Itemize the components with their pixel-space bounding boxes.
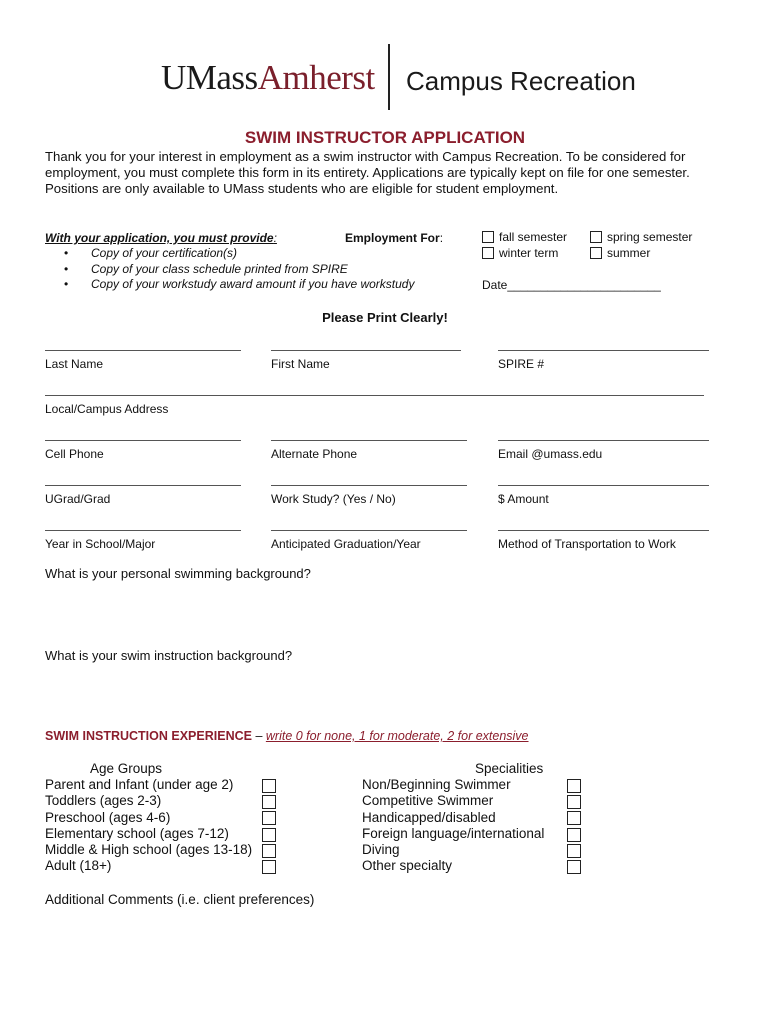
option-spring-semester[interactable]: spring semester xyxy=(590,230,692,244)
spire-field[interactable]: SPIRE # xyxy=(498,350,709,371)
list-item: Other specialty xyxy=(362,858,453,874)
checkbox-icon[interactable] xyxy=(590,231,602,243)
rating-box-age-3[interactable] xyxy=(262,828,276,842)
swimming-background-question: What is your personal swimming background? xyxy=(45,566,311,581)
page-title: SWIM INSTRUCTOR APPLICATION xyxy=(244,128,526,147)
email-field[interactable]: Email @umass.edu xyxy=(498,440,709,461)
age-groups-title: Age Groups xyxy=(90,761,163,776)
alternate-phone-field[interactable]: Alternate Phone xyxy=(271,440,467,461)
list-item: Adult (18+) xyxy=(45,858,112,874)
graduation-field[interactable]: Anticipated Graduation/Year xyxy=(271,530,467,551)
rating-box-spec-2[interactable] xyxy=(567,811,581,825)
ugrad-grad-field[interactable]: UGrad/Grad xyxy=(45,485,241,506)
age-groups-list xyxy=(45,777,252,875)
address-field[interactable]: Local/Campus Address xyxy=(45,395,704,416)
rating-box-age-4[interactable] xyxy=(262,844,276,858)
amount-field[interactable]: $ Amount xyxy=(498,485,709,506)
requirements-list xyxy=(64,246,414,293)
logo-wordmark: UMassAmherst xyxy=(161,58,375,97)
last-name-field[interactable]: Last Name xyxy=(45,350,241,371)
checkbox-icon[interactable] xyxy=(482,231,494,243)
specialities-list xyxy=(362,777,544,875)
year-major-field[interactable]: Year in School/Major xyxy=(45,530,241,551)
date-field[interactable]: Date_______________________ xyxy=(482,278,661,292)
list-item: Parent and Infant (under age 2) xyxy=(45,777,234,792)
specialities-title: Specialities xyxy=(475,761,544,776)
intro-paragraph: Thank you for your interest in employment as a swim instructor with Campus Recreation. To be considered for employment, you must complete this form in its entirety. Applications are typically kept on file for one semester. Positions are only available to UMass students who are eligible for student employment. xyxy=(45,149,690,196)
rating-box-spec-3[interactable] xyxy=(567,828,581,842)
option-winter-term[interactable]: winter term xyxy=(482,246,558,260)
list-item: • Copy of your class schedule printed from SPIRE xyxy=(64,262,414,278)
rating-box-age-5[interactable] xyxy=(262,860,276,874)
option-fall-semester[interactable]: fall semester xyxy=(482,230,567,244)
work-study-field[interactable]: Work Study? (Yes / No) xyxy=(271,485,467,506)
rating-box-age-2[interactable] xyxy=(262,811,276,825)
logo-department: Campus Recreation xyxy=(406,66,636,96)
option-summer[interactable]: summer xyxy=(590,246,650,260)
list-item: • Copy of your certification(s) xyxy=(64,246,414,262)
umass-logo xyxy=(0,44,770,114)
experience-heading: SWIM INSTRUCTION EXPERIENCE – write 0 for none, 1 for moderate, 2 for extensive xyxy=(45,729,529,743)
instruction-background-question: What is your swim instruction background? xyxy=(45,648,293,663)
rating-box-spec-5[interactable] xyxy=(567,860,581,874)
requirements-heading: With your application, you must provide: xyxy=(45,231,277,245)
rating-box-age-1[interactable] xyxy=(262,795,276,809)
transportation-field[interactable]: Method of Transportation to Work xyxy=(498,530,709,551)
list-item: Foreign language/international xyxy=(362,825,545,841)
cell-phone-field[interactable]: Cell Phone xyxy=(45,440,241,461)
list-item: Elementary school (ages 7-12) xyxy=(45,825,229,841)
additional-comments-label: Additional Comments (i.e. client preferences) xyxy=(45,892,315,907)
first-name-field[interactable]: First Name xyxy=(271,350,461,371)
list-item: Non/Beginning Swimmer xyxy=(362,777,511,792)
list-item: Toddlers (ages 2-3) xyxy=(45,793,162,809)
checkbox-icon[interactable] xyxy=(482,247,494,259)
list-item: Competitive Swimmer xyxy=(362,793,494,809)
list-item: Handicapped/disabled xyxy=(362,809,496,825)
list-item: • Copy of your workstudy award amount if you have workstudy xyxy=(64,277,414,293)
employment-for-label: Employment For: xyxy=(345,231,444,245)
checkbox-icon[interactable] xyxy=(590,247,602,259)
list-item: Preschool (ages 4-6) xyxy=(45,809,171,825)
list-item: Middle & High school (ages 13-18) xyxy=(45,842,253,858)
rating-box-age-0[interactable] xyxy=(262,779,276,793)
list-item: Diving xyxy=(362,842,400,858)
print-clearly-note: Please Print Clearly! xyxy=(322,310,448,325)
rating-box-spec-4[interactable] xyxy=(567,844,581,858)
rating-box-spec-0[interactable] xyxy=(567,779,581,793)
rating-box-spec-1[interactable] xyxy=(567,795,581,809)
logo-divider xyxy=(388,44,390,110)
